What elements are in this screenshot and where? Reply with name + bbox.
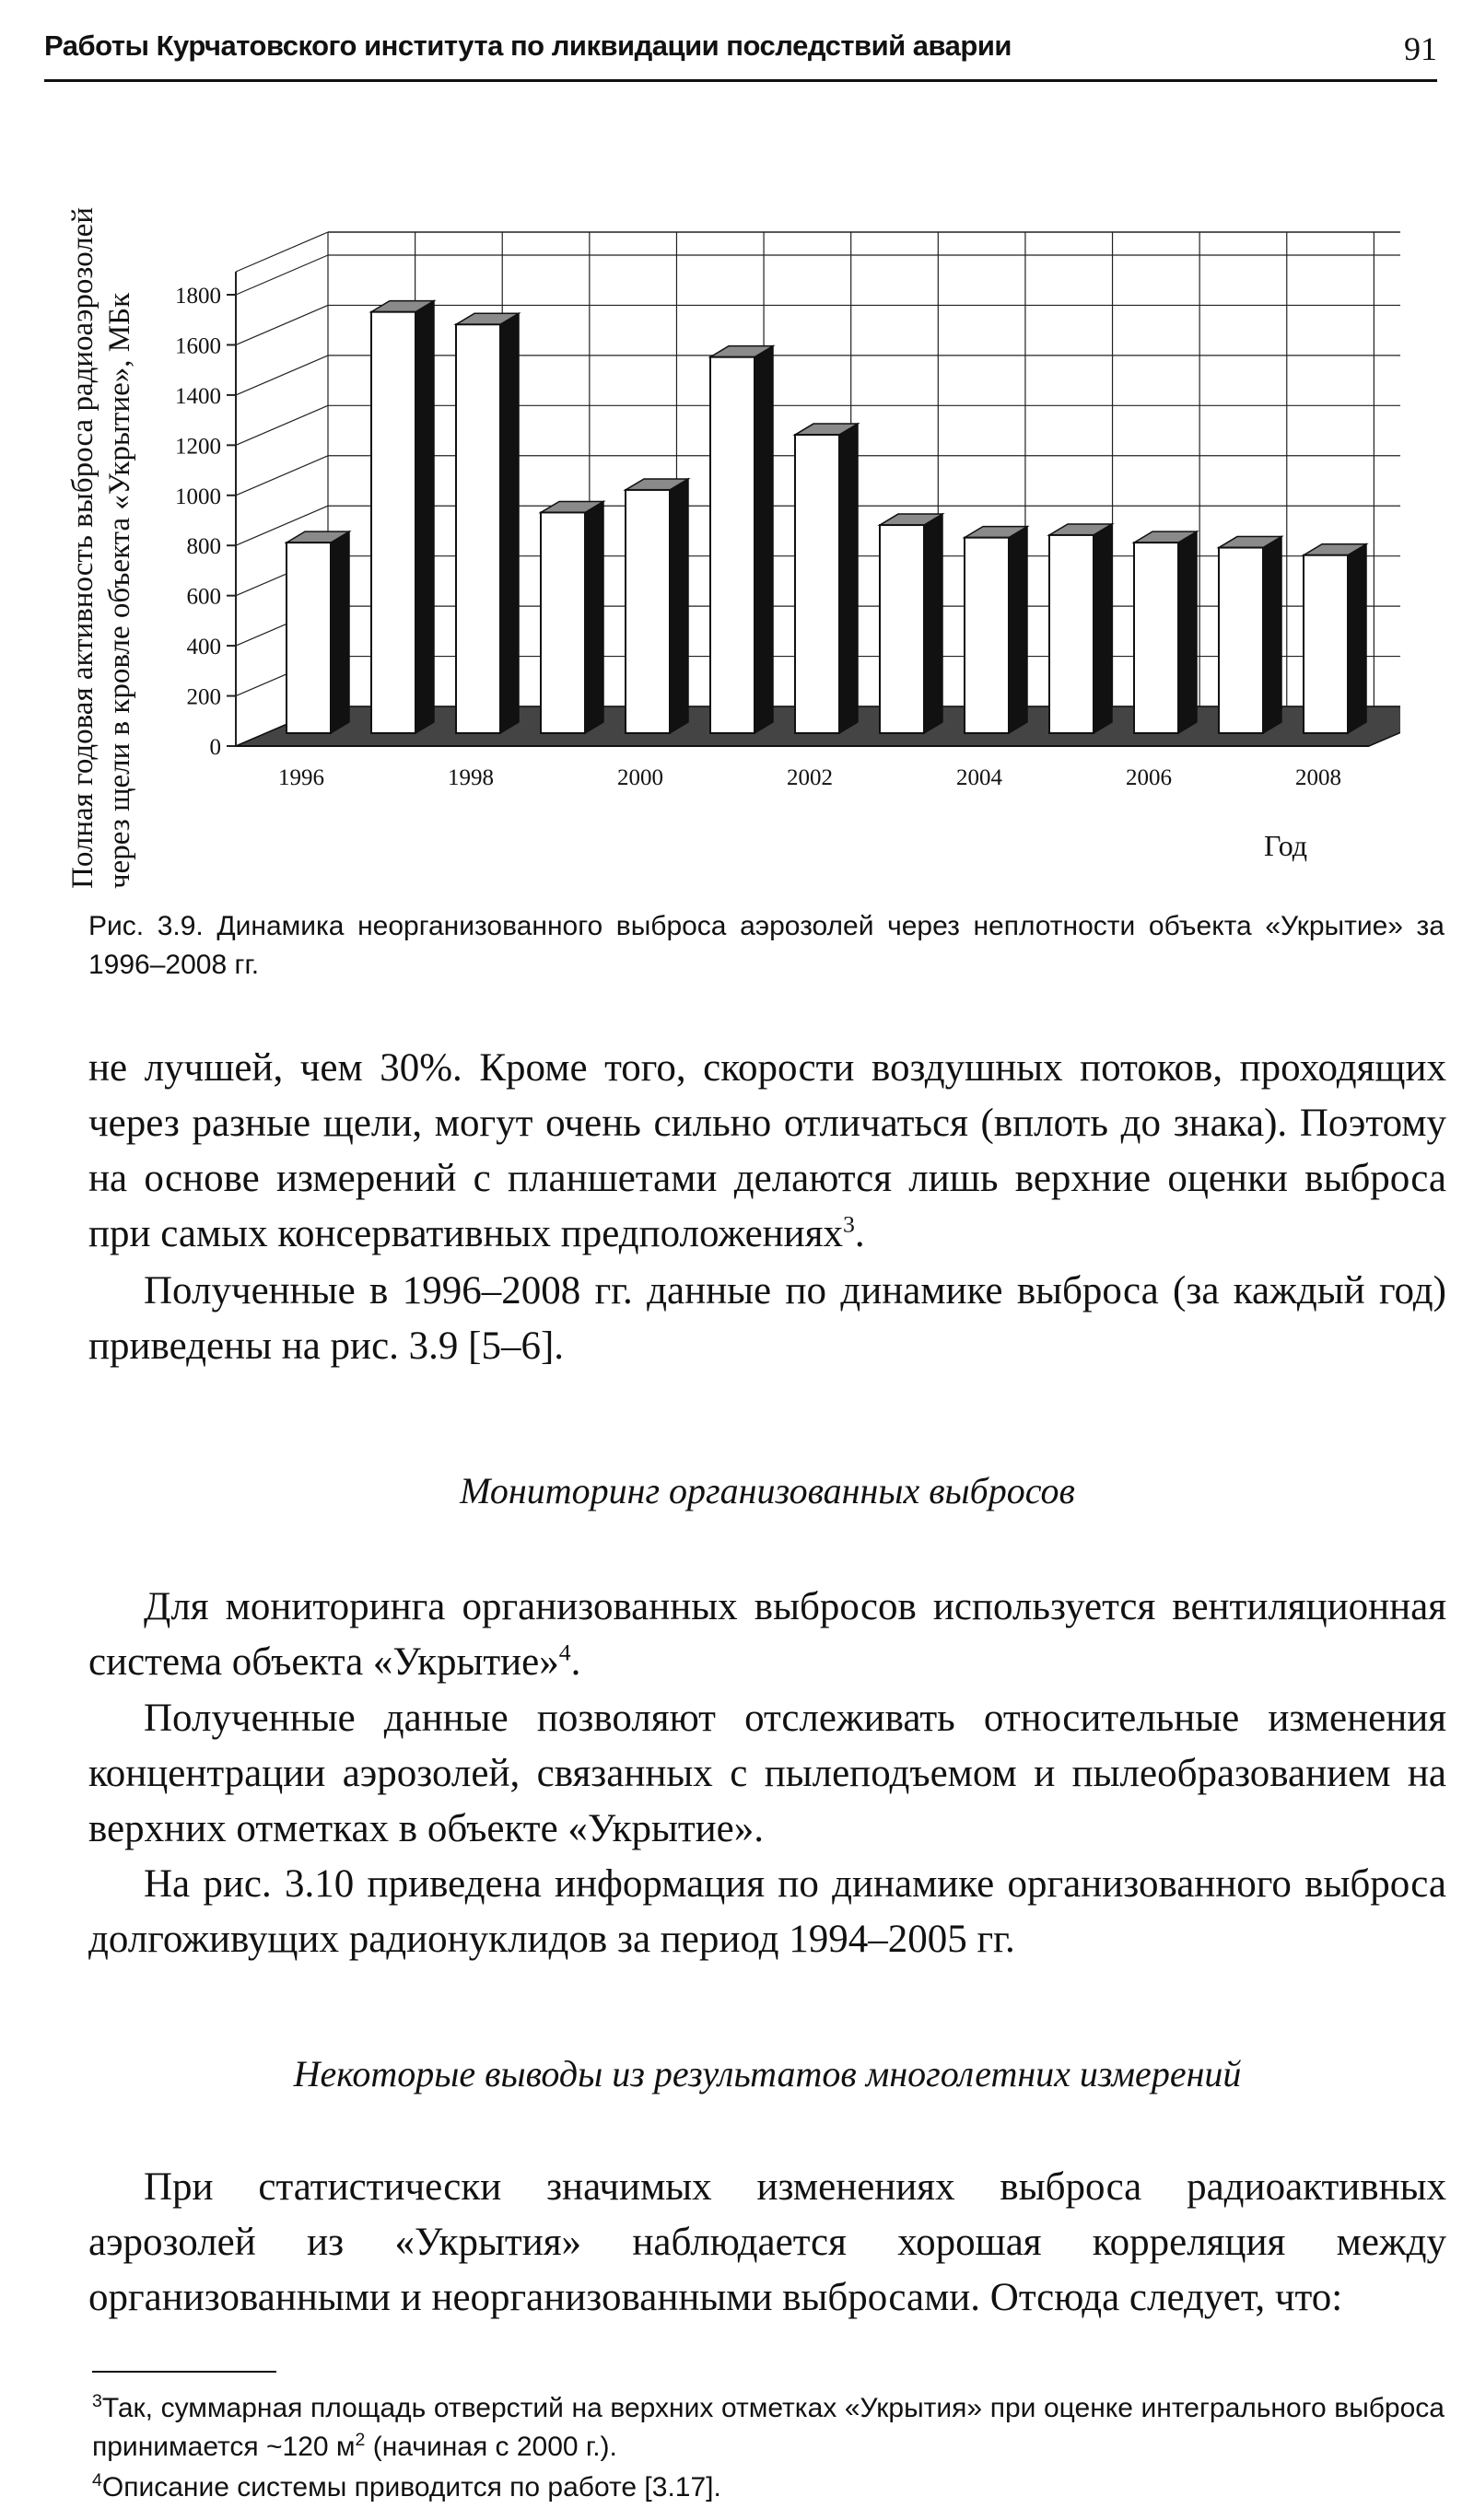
x-tick-label: 1998 bbox=[448, 765, 494, 790]
y-tick-label: 600 bbox=[186, 584, 221, 610]
bar-side-1997 bbox=[415, 301, 434, 733]
grid-line-side bbox=[236, 356, 328, 395]
footnote-separator bbox=[92, 2371, 276, 2373]
bar-side-2005 bbox=[1094, 524, 1112, 733]
footnote-3 bbox=[92, 2389, 1445, 2467]
x-tick-label: 2002 bbox=[787, 765, 833, 790]
footnote-3-sup: 2 bbox=[355, 2430, 366, 2450]
paragraph-5: На рис. 3.10 приведена информация по динамике организованного выброса долгоживущих радионуклидов за период 1994–2005 гг. bbox=[88, 1862, 1446, 1961]
bar-side-2000 bbox=[670, 479, 688, 733]
grid-line-side bbox=[236, 255, 328, 295]
y-label-line2: через щели в кровле объекта «Укрытие», МБк bbox=[103, 292, 136, 889]
bar-side-1999 bbox=[585, 501, 603, 733]
footnote-ref-4[interactable]: 4 bbox=[558, 1639, 571, 1666]
chart-x-axis-label: Год bbox=[1264, 829, 1308, 862]
x-tick-label: 2004 bbox=[956, 765, 1002, 790]
running-header bbox=[44, 26, 1437, 82]
x-tick-label: 2006 bbox=[1126, 765, 1172, 790]
section-heading-1: Мониторинг организованных выбросов bbox=[460, 1470, 1075, 1511]
y-tick-label: 1800 bbox=[175, 284, 221, 309]
bar-side-2004 bbox=[1009, 527, 1027, 733]
grid-line-side bbox=[236, 405, 328, 445]
bar-side-2001 bbox=[755, 346, 773, 733]
bar-2000 bbox=[626, 490, 670, 733]
bar-1999 bbox=[541, 512, 585, 733]
bar-side-2002 bbox=[839, 424, 858, 733]
footnote-4 bbox=[92, 2468, 1445, 2507]
x-tick-label: 2008 bbox=[1295, 765, 1341, 790]
paragraph-1 bbox=[88, 1041, 1446, 1262]
bar-side-2003 bbox=[924, 514, 942, 733]
bar-1997 bbox=[371, 312, 415, 733]
bar-side-2008 bbox=[1348, 544, 1366, 733]
paragraph-4: Полученные данные позволяют отслеживать относительные изменения концентрации аэрозолей, связанных с пылеподъемом и пылеобразованием на верхних отметках в объекте «Укрытие». bbox=[88, 1697, 1446, 1850]
footnote-3-text-a: Так, суммарная площадь отверстий на верхних отметках «Укрытия» при оценке интегрального выброса принимается ~120 м bbox=[92, 2393, 1445, 2462]
bar-2005 bbox=[1049, 535, 1094, 733]
bar-2006 bbox=[1134, 542, 1178, 733]
y-tick-label: 1400 bbox=[175, 383, 221, 409]
activity-bar-chart bbox=[55, 111, 1400, 866]
bar-2007 bbox=[1219, 548, 1263, 733]
bar-2001 bbox=[710, 357, 755, 733]
bar-1996 bbox=[287, 542, 331, 733]
paragraph-3 bbox=[88, 1580, 1446, 1690]
bar-side-2007 bbox=[1263, 537, 1281, 733]
side-wall-top bbox=[236, 232, 328, 272]
paragraph-1-end: . bbox=[854, 1212, 865, 1255]
y-tick-label: 1600 bbox=[175, 333, 221, 359]
bar-side-1996 bbox=[331, 531, 349, 733]
header-title: Работы Курчатовского института по ликвидации последствий аварии bbox=[44, 29, 1012, 62]
x-tick-label: 1996 bbox=[278, 765, 324, 790]
x-tick-label: 2000 bbox=[617, 765, 663, 790]
y-tick-label: 200 bbox=[186, 684, 221, 710]
y-tick-label: 1200 bbox=[175, 434, 221, 460]
paragraph-2: Полученные в 1996–2008 гг. данные по динамике выброса (за каждый год) приведены на рис. 3.9 [5–6]. bbox=[88, 1269, 1446, 1368]
y-label-line1: Полная годовая активность выброса радиоаэрозолей bbox=[66, 206, 99, 889]
y-tick-label: 0 bbox=[209, 735, 221, 760]
bar-2008 bbox=[1304, 555, 1348, 733]
footnote-4-text: Описание системы приводится по работе [3.17]. bbox=[101, 2472, 721, 2502]
paragraph-6: При статистически значимых изменениях выброса радиоактивных аэрозолей из «Укрытия» наблюдается хорошая корреляция между организованными и неорганизованными выбросами. Отсюда следует, что: bbox=[88, 2165, 1446, 2319]
paragraph-3-text: Для мониторинга организованных выбросов используется вентиляционная система объекта «Укрытие» bbox=[88, 1585, 1446, 1684]
bar-2004 bbox=[965, 538, 1009, 733]
bar-side-1998 bbox=[500, 313, 519, 733]
footnote-3-mark: 3 bbox=[92, 2391, 102, 2411]
paragraph-3-end: . bbox=[570, 1640, 581, 1684]
bar-2002 bbox=[795, 435, 839, 733]
bar-2003 bbox=[880, 525, 924, 733]
page-number: 91 bbox=[1404, 30, 1437, 67]
paragraph-1-text: не лучшей, чем 30%. Кроме того, скорости воздушных потоков, проходящих через разные щели, могут очень сильно отличаться (вплоть до знака). Поэтому на основе измерений с планшетами делаются лишь верхние оценки выброса при самых консервативных предположениях bbox=[88, 1046, 1446, 1255]
footnote-3-text-b: (начиная с 2000 г.). bbox=[365, 2432, 617, 2462]
y-tick-label: 400 bbox=[186, 635, 221, 660]
chart-y-axis-label bbox=[64, 0, 138, 889]
y-tick-label: 800 bbox=[186, 534, 221, 560]
grid-line-side bbox=[236, 305, 328, 344]
bar-1998 bbox=[456, 324, 500, 733]
footnote-ref-3[interactable]: 3 bbox=[842, 1210, 855, 1238]
grid-line-side bbox=[236, 456, 328, 496]
footnote-4-mark: 4 bbox=[92, 2470, 102, 2491]
figure-caption: Рис. 3.9. Динамика неорганизованного выброса аэрозолей через неплотности объекта «Укрытие» за 1996–2008 гг. bbox=[88, 911, 1445, 980]
y-tick-label: 1000 bbox=[175, 484, 221, 509]
section-heading-2: Некоторые выводы из результатов многолетних измерений bbox=[293, 2053, 1242, 2094]
bar-side-2006 bbox=[1178, 531, 1197, 733]
